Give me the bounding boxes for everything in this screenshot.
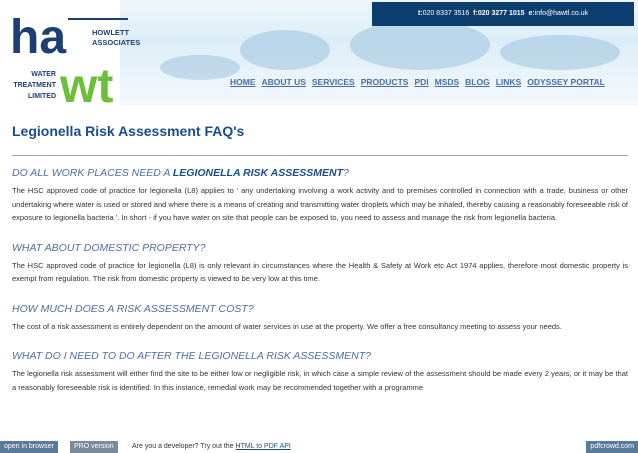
pdfcrowd-footer [0,441,638,453]
faq-question-3: HOW MUCH DOES A RISK ASSESSMENT COST? [12,302,254,315]
page-title: Legionella Risk Assessment FAQ's [12,123,245,139]
nav-pdi[interactable]: PDI [414,77,429,87]
nav-blog[interactable]: BLOG [465,77,490,87]
fax-label: f: [473,10,478,17]
nav-services[interactable]: SERVICES [311,77,355,87]
title-divider [12,155,628,156]
logo-company-line1: HOWLETT [92,28,130,37]
open-in-browser-button[interactable]: open in browser [0,441,58,453]
nav-links[interactable]: LINKS [495,77,522,87]
faq-question-1 [12,167,628,179]
logo-sub2: TREATMENT [13,82,56,89]
pdfcrowd-brand-link[interactable]: pdfcrowd.com [586,441,638,453]
tel-label: t: [417,10,423,17]
faq-question-1-suffix: ? [343,167,349,179]
faq-answer-3: The cost of a risk assessment is entirely dependent on the amount of water services in use at the property. We offer a free consultancy meeting to assess your needs. [12,321,562,331]
nav-about-us[interactable]: ABOUT US [261,77,306,87]
header [0,0,638,105]
faq-question-1-emphasis: LEGIONELLA RISK ASSESSMENT [172,167,344,179]
nav-odyssey-portal[interactable]: ODYSSEY PORTAL [527,77,605,87]
developer-promo [132,441,291,453]
email-label: e: [528,10,535,17]
nav-products[interactable]: PRODUCTS [360,77,409,87]
developer-promo-text: Are you a developer? Try out the [132,443,236,450]
html-to-pdf-api-link[interactable]: HTML to PDF API [235,443,291,450]
main-navigation [230,77,605,87]
faq-answer-2: The HSC approved code of practice for legionella (L8) is only relevant in circumstances where the Health & Safety at Work etc Act 1974 applies, therefore most domestic property is exempt from regulation. The risk from domestic property is viewed to be very low at this time. [12,260,628,283]
pro-version-button[interactable]: PRO version [70,441,118,453]
logo-company-line2: ASSOCIATES [92,38,141,47]
company-logo[interactable] [8,8,156,105]
email-address[interactable]: info@hawtl.co.uk [534,10,589,17]
faq-question-4: WHAT DO I NEED TO DO AFTER THE LEGIONELLA RISK ASSESSMENT? [12,350,372,362]
contact-bar [372,2,634,26]
logo-sub3: LIMITED [28,93,56,100]
nav-home[interactable]: HOME [230,77,256,87]
logo-sub1: WATER [31,71,56,78]
telephone-number: 020 8337 3516 [422,10,470,17]
faq-question-1-prefix: DO ALL WORK PLACES NEED A [12,167,173,179]
logo-letters-wt: wt [60,60,114,105]
faq-question-2: WHAT ABOUT DOMESTIC PROPERTY? [12,241,206,254]
faq-answer-4: The legionella risk assessment will either find the site to be either low or negligible risk, in which case a simple review of the assessment should be made every 2 years, or it may be that a reasonably foreseeable risk is identified. In this instance, remedial work may be recommended together with a programme [12,369,628,392]
faq-answer-1: The HSC approved code of practice for legionella (L8) applies to ' any undertaking involving a work activity and to premises controlled in connection with a trade, business or other undertaking where water is used or stored and where there is a means of creating and transmitting water droplets which may be inhaled, thereby causing a reasonably foreseeable risk of exposure to legionella bacteria '. In short - if you have water on site that people can be exposed to, you need to assess and manage the risk from legionella bacteria. [12,186,628,222]
main-content [12,105,628,394]
nav-msds[interactable]: MSDS [434,77,460,87]
logo-letters-ha: ha [10,11,67,64]
fax-number: 020 3277 1015 [477,10,525,17]
